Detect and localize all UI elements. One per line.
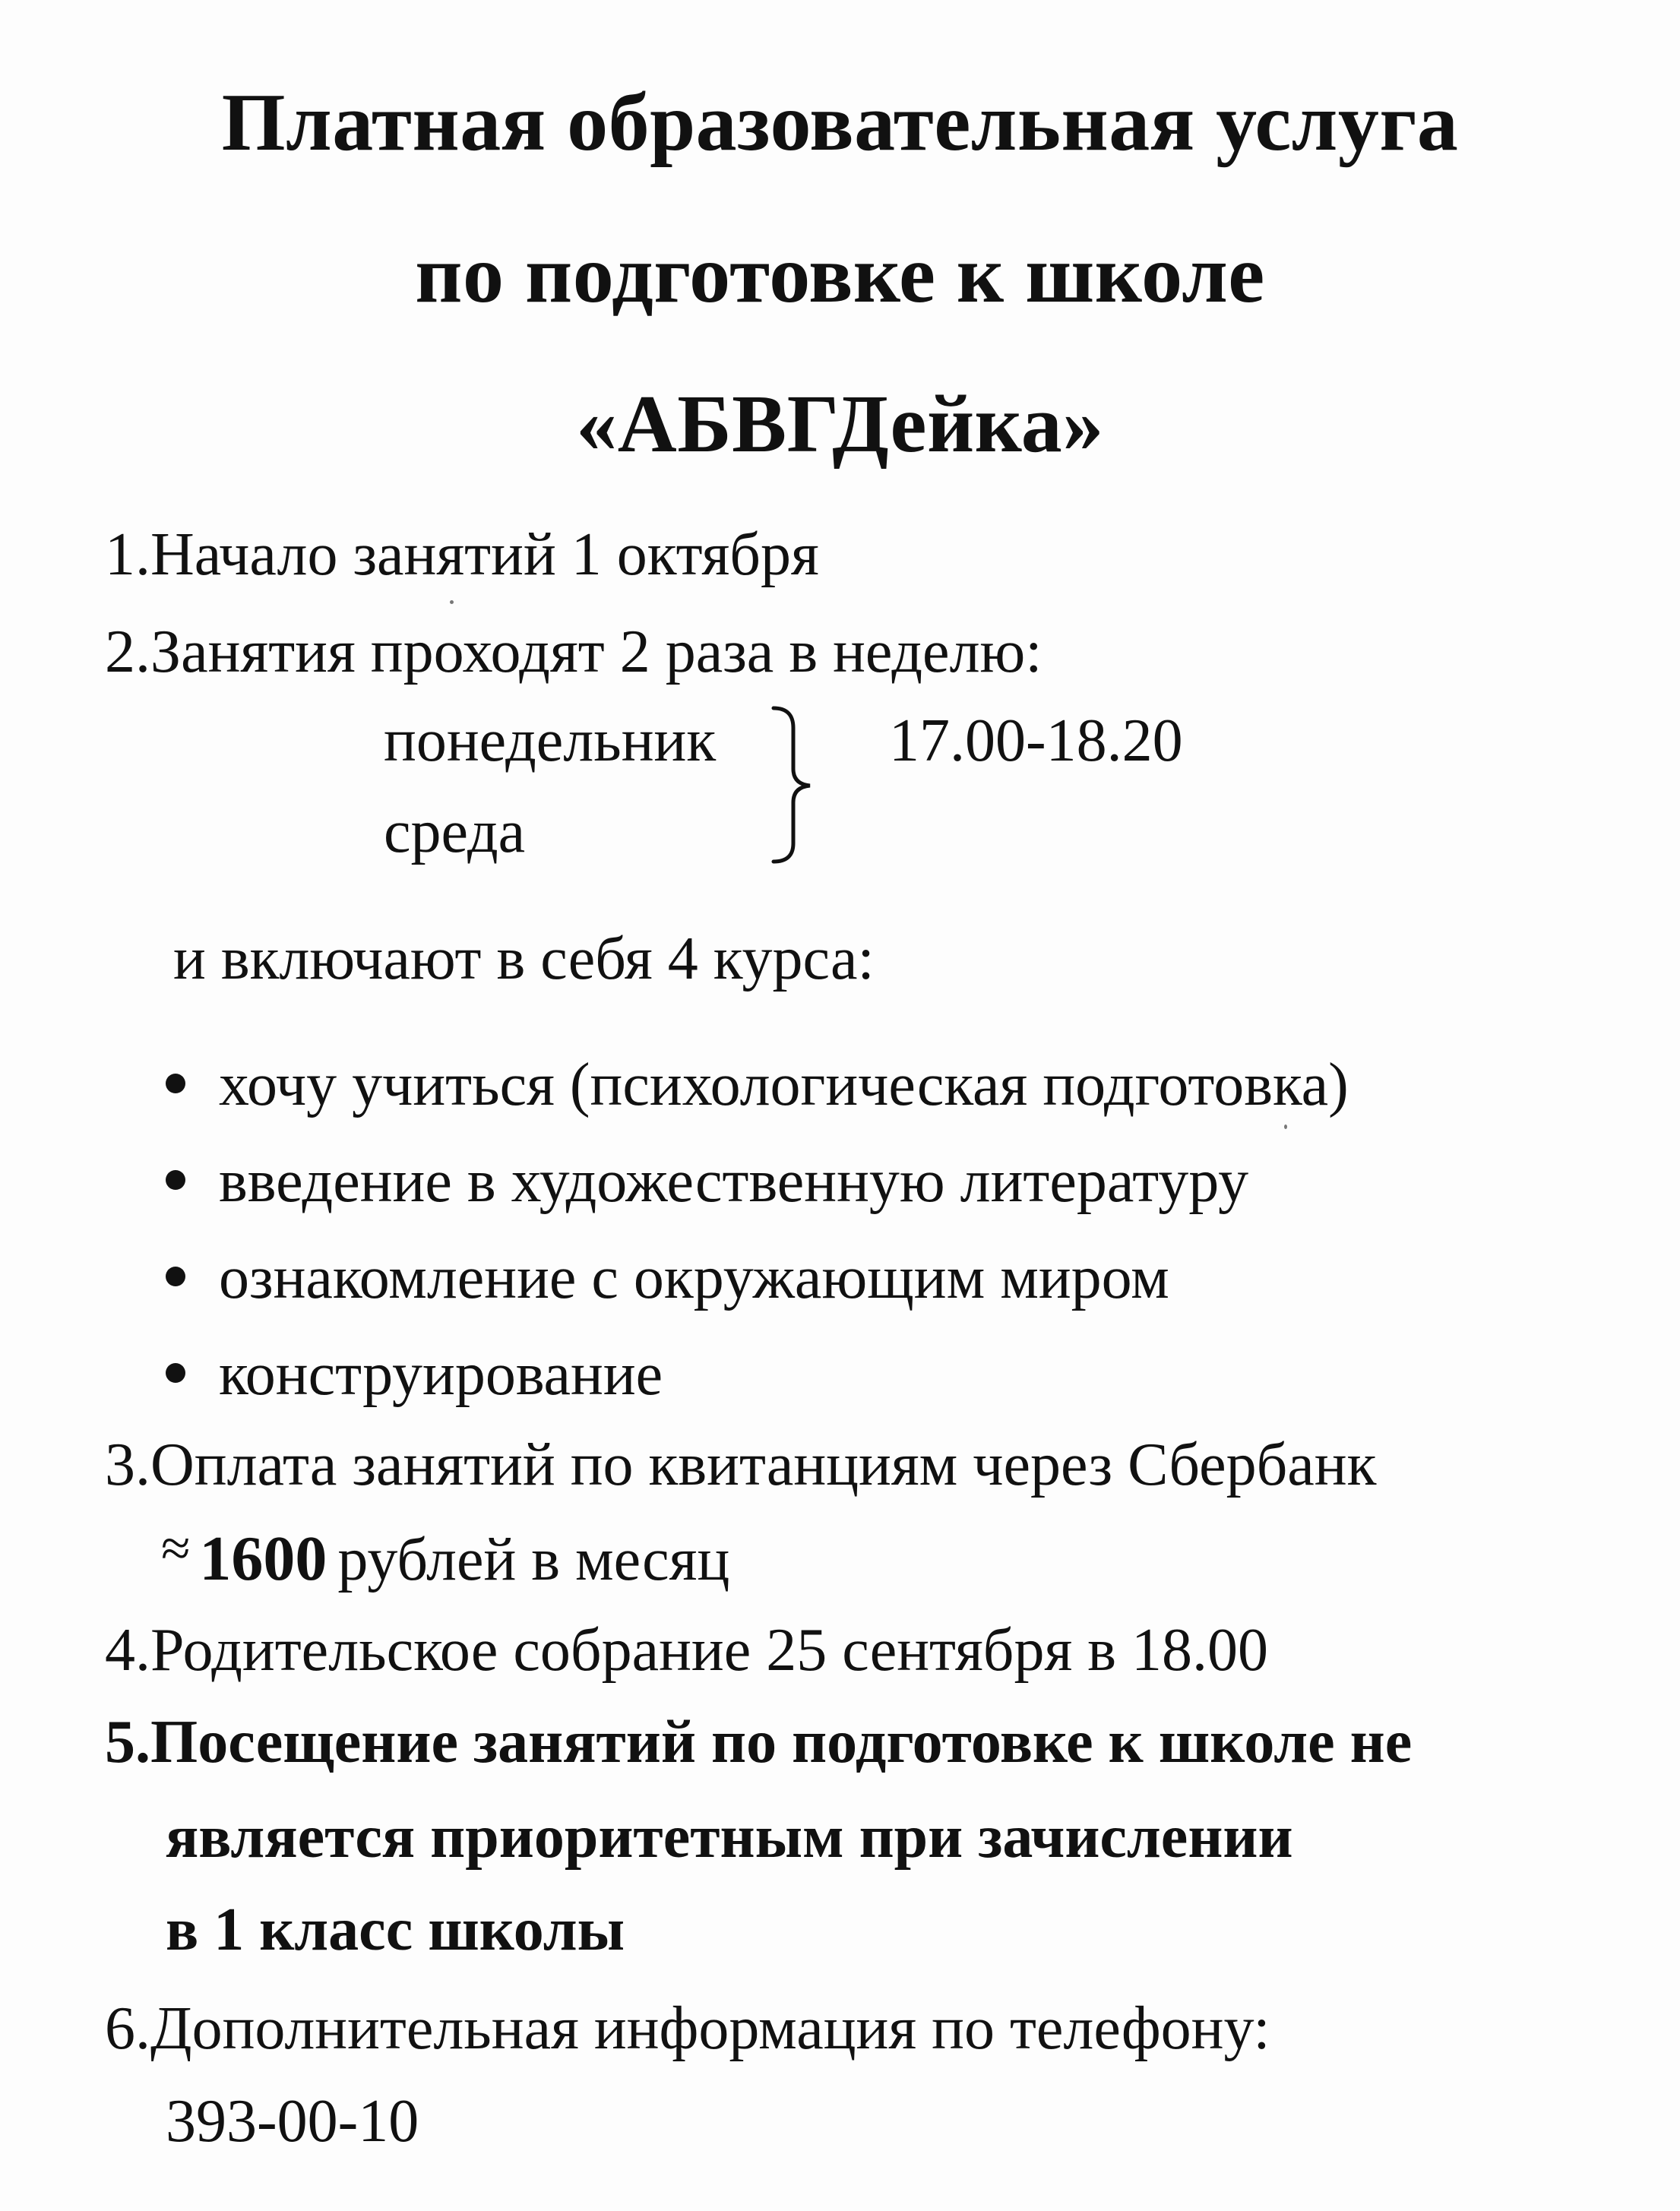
item-1-number: 1. (105, 521, 150, 588)
item-2-text: Занятия проходят 2 раза в неделю: (150, 618, 1042, 685)
payment-amount-line (161, 1520, 730, 1594)
course-item-4: конструирование (219, 1341, 663, 1408)
curly-brace-icon (767, 705, 821, 865)
item-4-text: Родительское собрание 25 сентября в 18.00 (150, 1617, 1269, 1684)
item-3-text: Оплата занятий по квитанциям через Сбербанк (150, 1431, 1377, 1498)
title-line-2: по подготовке к школе (415, 229, 1265, 320)
title-line-3: «АБВГДейка» (576, 379, 1104, 470)
schedule-day-monday: понедельник (384, 707, 717, 774)
item-5-line-2: является приоритетным при зачислении (166, 1804, 1293, 1871)
course-item-1: хочу учиться (психологическая подготовка) (219, 1052, 1349, 1118)
bullet-icon (166, 1074, 185, 1093)
course-item-2: введение в художественную литературу (219, 1148, 1249, 1215)
scan-speck (450, 600, 454, 604)
item-6 (105, 1995, 1270, 2062)
payment-amount-suffix: рублей в месяц (337, 1526, 730, 1593)
item-3 (105, 1431, 1377, 1498)
item-6-number: 6. (105, 1995, 150, 2062)
courses-intro: и включают в себя 4 курса: (173, 925, 875, 992)
bullet-icon (166, 1363, 185, 1383)
item-5 (105, 1709, 1413, 1776)
item-4-number: 4. (105, 1617, 150, 1684)
bullet-icon (166, 1170, 185, 1190)
phone-number: 393-00-10 (166, 2088, 419, 2155)
schedule-day-wednesday: среда (384, 799, 526, 865)
item-3-number: 3. (105, 1431, 150, 1498)
schedule-time: 17.00-18.20 (889, 707, 1183, 774)
item-2-number: 2. (105, 618, 150, 685)
item-5-line-3: в 1 класс школы (166, 1896, 625, 1963)
course-item-3: ознакомление с окружающим миром (219, 1245, 1169, 1311)
scan-speck (1284, 1124, 1287, 1129)
bullet-icon (166, 1267, 185, 1286)
payment-amount: 1600 (199, 1523, 327, 1594)
item-2 (105, 618, 1042, 685)
item-1-text: Начало занятий 1 октября (150, 521, 819, 588)
item-6-text: Дополнительная информация по телефону: (150, 1995, 1270, 2062)
approx-sign: ≈ (161, 1520, 191, 1578)
item-1 (105, 521, 819, 588)
title-line-1: Платная образовательная услуга (221, 77, 1459, 168)
item-4 (105, 1617, 1269, 1684)
item-5-line-1: Посещение занятий по подготовке к школе не (150, 1709, 1413, 1776)
item-5-number: 5. (105, 1709, 150, 1776)
